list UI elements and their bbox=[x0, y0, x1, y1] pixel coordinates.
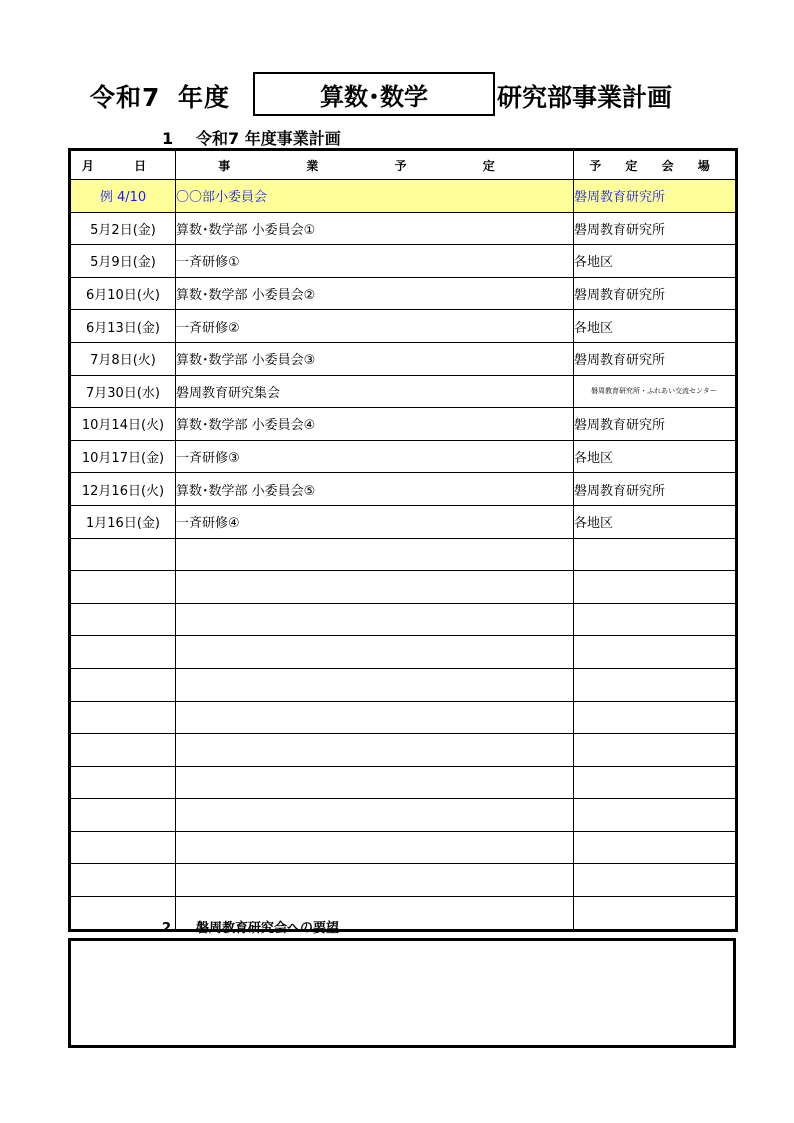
subject-box[interactable] bbox=[253, 72, 495, 116]
table-row bbox=[70, 571, 737, 604]
venue-cell[interactable]: 各地区 bbox=[574, 440, 737, 473]
date-cell[interactable]: 7月8日(火) bbox=[70, 342, 176, 375]
venue-cell[interactable] bbox=[574, 603, 737, 636]
event-cell[interactable] bbox=[176, 734, 574, 767]
business-plan-table bbox=[68, 148, 738, 932]
table-row bbox=[70, 831, 737, 864]
venue-cell[interactable]: 各地区 bbox=[574, 505, 737, 538]
header-event: 事 業 予 定 bbox=[176, 150, 574, 180]
header-venue: 予 定 会 場 bbox=[574, 150, 737, 180]
venue-cell[interactable] bbox=[574, 897, 737, 931]
date-cell[interactable]: 5月9日(金) bbox=[70, 245, 176, 278]
table-row bbox=[70, 668, 737, 701]
section2-heading bbox=[162, 917, 339, 936]
venue-cell[interactable]: 磐周教育研究所・ふれあい交流センター bbox=[574, 375, 737, 408]
event-cell[interactable] bbox=[176, 636, 574, 669]
date-cell[interactable] bbox=[70, 538, 176, 571]
table-row bbox=[70, 440, 737, 473]
event-cell[interactable]: 算数･数学部 小委員会① bbox=[176, 212, 574, 245]
table-row bbox=[70, 277, 737, 310]
date-cell[interactable] bbox=[70, 864, 176, 897]
venue-cell[interactable]: 各地区 bbox=[574, 310, 737, 343]
section1-title: 令和7 年度事業計画 bbox=[196, 129, 341, 148]
event-cell[interactable] bbox=[176, 864, 574, 897]
date-cell[interactable] bbox=[70, 668, 176, 701]
table-row bbox=[70, 538, 737, 571]
event-cell[interactable]: 算数･数学部 小委員会④ bbox=[176, 408, 574, 441]
table-row bbox=[70, 799, 737, 832]
table-row bbox=[70, 245, 737, 278]
venue-cell[interactable] bbox=[574, 701, 737, 734]
table-row bbox=[70, 734, 737, 767]
section1-heading bbox=[162, 126, 341, 149]
date-cell[interactable] bbox=[70, 701, 176, 734]
event-cell[interactable] bbox=[176, 668, 574, 701]
table-row bbox=[70, 701, 737, 734]
date-cell[interactable] bbox=[70, 897, 176, 931]
date-cell[interactable] bbox=[70, 603, 176, 636]
venue-cell[interactable] bbox=[574, 571, 737, 604]
date-cell[interactable]: 7月30日(水) bbox=[70, 375, 176, 408]
venue-cell[interactable] bbox=[574, 766, 737, 799]
venue-cell[interactable] bbox=[574, 636, 737, 669]
venue-cell[interactable] bbox=[574, 799, 737, 832]
event-cell[interactable]: 算数･数学部 小委員会② bbox=[176, 277, 574, 310]
example-event: 〇〇部小委員会 bbox=[176, 180, 574, 213]
table-row bbox=[70, 766, 737, 799]
date-cell[interactable] bbox=[70, 831, 176, 864]
venue-cell[interactable] bbox=[574, 668, 737, 701]
table-header-row bbox=[70, 150, 737, 180]
document-title bbox=[0, 72, 794, 116]
table-row bbox=[70, 505, 737, 538]
date-cell[interactable]: 10月14日(火) bbox=[70, 408, 176, 441]
event-cell[interactable] bbox=[176, 571, 574, 604]
example-row bbox=[70, 180, 737, 213]
header-date: 月 日 bbox=[70, 150, 176, 180]
event-cell[interactable] bbox=[176, 538, 574, 571]
venue-cell[interactable]: 磐周教育研究所 bbox=[574, 342, 737, 375]
date-cell[interactable]: 12月16日(火) bbox=[70, 473, 176, 506]
table-row bbox=[70, 212, 737, 245]
title-suffix: 研究部事業計画 bbox=[497, 83, 673, 112]
table-row bbox=[70, 473, 737, 506]
venue-cell[interactable] bbox=[574, 831, 737, 864]
venue-cell[interactable]: 各地区 bbox=[574, 245, 737, 278]
date-cell[interactable]: 5月2日(金) bbox=[70, 212, 176, 245]
event-cell[interactable] bbox=[176, 701, 574, 734]
date-cell[interactable]: 10月17日(金) bbox=[70, 440, 176, 473]
venue-cell[interactable]: 磐周教育研究所 bbox=[574, 277, 737, 310]
event-cell[interactable]: 一斉研修③ bbox=[176, 440, 574, 473]
event-cell[interactable]: 一斉研修① bbox=[176, 245, 574, 278]
table-row bbox=[70, 375, 737, 408]
example-venue: 磐周教育研究所 bbox=[574, 180, 737, 213]
event-cell[interactable] bbox=[176, 766, 574, 799]
date-cell[interactable] bbox=[70, 734, 176, 767]
venue-cell[interactable]: 磐周教育研究所 bbox=[574, 473, 737, 506]
table-row bbox=[70, 864, 737, 897]
date-cell[interactable] bbox=[70, 571, 176, 604]
table-row bbox=[70, 603, 737, 636]
table-row bbox=[70, 342, 737, 375]
event-cell[interactable] bbox=[176, 831, 574, 864]
date-cell[interactable] bbox=[70, 766, 176, 799]
section2-number: 2 bbox=[162, 921, 172, 936]
table-row bbox=[70, 310, 737, 343]
table-row bbox=[70, 408, 737, 441]
date-cell[interactable]: 6月10日(火) bbox=[70, 277, 176, 310]
venue-cell[interactable] bbox=[574, 864, 737, 897]
date-cell[interactable]: 1月16日(金) bbox=[70, 505, 176, 538]
title-nendo: 年度 bbox=[178, 83, 231, 112]
venue-cell[interactable] bbox=[574, 538, 737, 571]
event-cell[interactable]: 一斉研修② bbox=[176, 310, 574, 343]
table-row bbox=[70, 636, 737, 669]
event-cell[interactable]: 算数･数学部 小委員会⑤ bbox=[176, 473, 574, 506]
section1-number: 1 bbox=[162, 129, 174, 148]
subject-name: 算数･数学 bbox=[320, 82, 428, 111]
venue-cell[interactable] bbox=[574, 734, 737, 767]
venue-cell[interactable]: 磐周教育研究所 bbox=[574, 212, 737, 245]
date-cell[interactable] bbox=[70, 636, 176, 669]
request-input-box[interactable] bbox=[68, 938, 736, 1048]
date-cell[interactable] bbox=[70, 799, 176, 832]
event-cell[interactable] bbox=[176, 799, 574, 832]
event-cell[interactable]: 算数･数学部 小委員会③ bbox=[176, 342, 574, 375]
event-cell[interactable]: 磐周教育研究集会 bbox=[176, 375, 574, 408]
title-era-year: 令和7 bbox=[90, 83, 161, 112]
date-cell[interactable]: 6月13日(金) bbox=[70, 310, 176, 343]
section2-title: 磐周教育研究会への要望 bbox=[196, 921, 340, 936]
example-date: 例 4/10 bbox=[70, 180, 176, 213]
event-cell[interactable] bbox=[176, 603, 574, 636]
event-cell[interactable]: 一斉研修④ bbox=[176, 505, 574, 538]
venue-cell[interactable]: 磐周教育研究所 bbox=[574, 408, 737, 441]
